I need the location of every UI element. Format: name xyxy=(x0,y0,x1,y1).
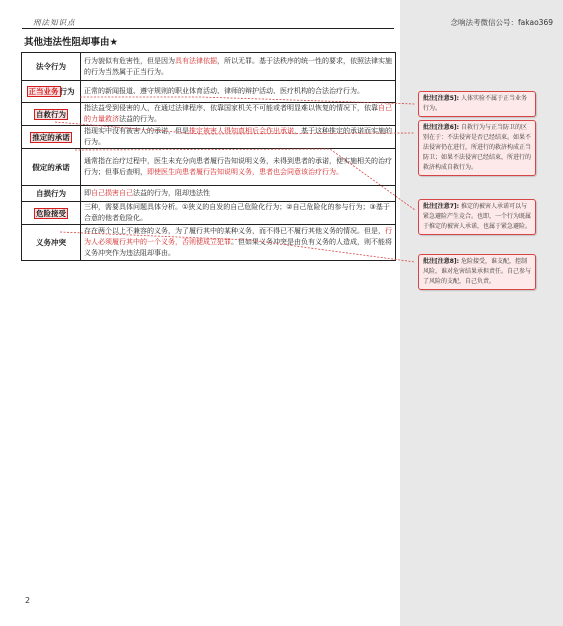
highlighted-text: 自己的力量救济 xyxy=(84,104,392,123)
description-text: 行为貌似有危害性，但是因为 xyxy=(84,56,175,65)
header-left-text: 刑法知识点 xyxy=(33,18,76,27)
comment-7-text: 推定的被害人承诺可以与紧急避险产生竞合。也即，一个行为既属于推定的被害人承诺，也属于紧急避险。 xyxy=(423,203,532,230)
description-text: 法益的行为，阻却违法性 xyxy=(133,189,210,197)
term-text: 推定的承诺 xyxy=(32,132,70,142)
header-right-text: 念响法考微信公号：fakao369 xyxy=(450,18,553,27)
comment-8-label: 批注[注意8]: xyxy=(423,258,460,265)
term-text: 假定的承诺 xyxy=(32,162,70,172)
comment-7[interactable] xyxy=(418,199,536,235)
connector-7 xyxy=(75,149,415,210)
description-text: 正常的新闻报道、遵守规则的职业体育活动、律师的辩护活动、医疗机构的合法治疗行为。 xyxy=(84,87,364,95)
highlighted-text: 自己损害自己 xyxy=(91,189,133,197)
term-text: 法令行为 xyxy=(36,62,66,71)
highlighted-text: 推定被害人得知真相后会作出承诺 xyxy=(189,127,294,135)
description-text: 指法益受到侵害的人，在通过法律程序、依靠国家机关不可能或者明显难以恢复的情况下，依靠 xyxy=(84,104,378,112)
section-title: 其他违法性阻却事由★ xyxy=(24,37,119,48)
page-number: 2 xyxy=(25,596,31,605)
connector-5 xyxy=(80,97,415,104)
description-text: 三种，需要具体问题具体分析。①狭义的自发的自己危险化行为；②自己危险化的参与行为；③基于合意的他者危险化。 xyxy=(84,203,390,222)
comment-5[interactable] xyxy=(418,91,536,117)
term-text: 义务冲突 xyxy=(36,238,66,247)
term-text: 自损行为 xyxy=(36,189,66,198)
comment-6-label: 批注[注意6]: xyxy=(423,124,460,131)
description-text: 。但如果义务冲突是由负有义务的人造成，则不能将义务冲突作为违法阻却事由。 xyxy=(84,238,392,257)
connector-6 xyxy=(55,122,415,134)
highlighted-text: 行为人必须履行其中的一个义务，否则便成立犯罪 xyxy=(84,227,392,246)
term-text: 危险接受 xyxy=(36,208,66,218)
comment-5-label: 批注[注意5]: xyxy=(423,95,460,102)
comment-6[interactable] xyxy=(418,120,536,176)
term-text: 行为 xyxy=(59,87,75,96)
comment-8-text: 危险接受，谁支配，控制风险，谁对危害结果承担责任。自己参与了风险的支配，自己负责。 xyxy=(423,258,532,285)
description-text: 存在两个以上不兼容的义务，为了履行其中的某种义务，而不得已不履行其他义务的情况。但是， xyxy=(84,227,385,235)
comment-8[interactable] xyxy=(418,254,536,290)
term-text: 自救行为 xyxy=(36,109,66,119)
description-text: ，所以无罪。基于法秩序的统一性的要求，依照法律实施的行为当然属于正当行为。 xyxy=(84,56,392,76)
connector-8 xyxy=(60,232,415,262)
comment-7-label: 批注[注意7]: xyxy=(423,203,460,210)
comment-6-text: 自救行为与正当防卫的区别在于：不法侵害是否已经结束。如果不法侵害仍在进行，所进行的救济构成正当防卫；如果不法侵害已经结束，所进行的救济构成自救行为。 xyxy=(423,124,532,171)
description-text: ，基于这种推定的承诺而实施的行为。 xyxy=(84,127,392,146)
description-text: 指现实中没有被害人的承诺，但是 xyxy=(84,127,189,135)
description-text: 通常指在治疗过程中，医生未充分向患者履行告知说明义务，未得到患者的承诺，便实施相关的治疗行为；但事后查明， xyxy=(84,157,392,176)
highlighted-text: 即使医生向患者履行告知说明义务，患者也会同意该治疗行为。 xyxy=(147,168,343,176)
description-text: 法益的行为。 xyxy=(119,115,161,123)
term-text: 正当业务 xyxy=(28,87,59,96)
description-text: 即 xyxy=(84,189,91,197)
comment-5-text: 人体实验不属于正当业务行为。 xyxy=(423,95,527,112)
highlighted-text: 具有法律依据 xyxy=(175,56,217,65)
